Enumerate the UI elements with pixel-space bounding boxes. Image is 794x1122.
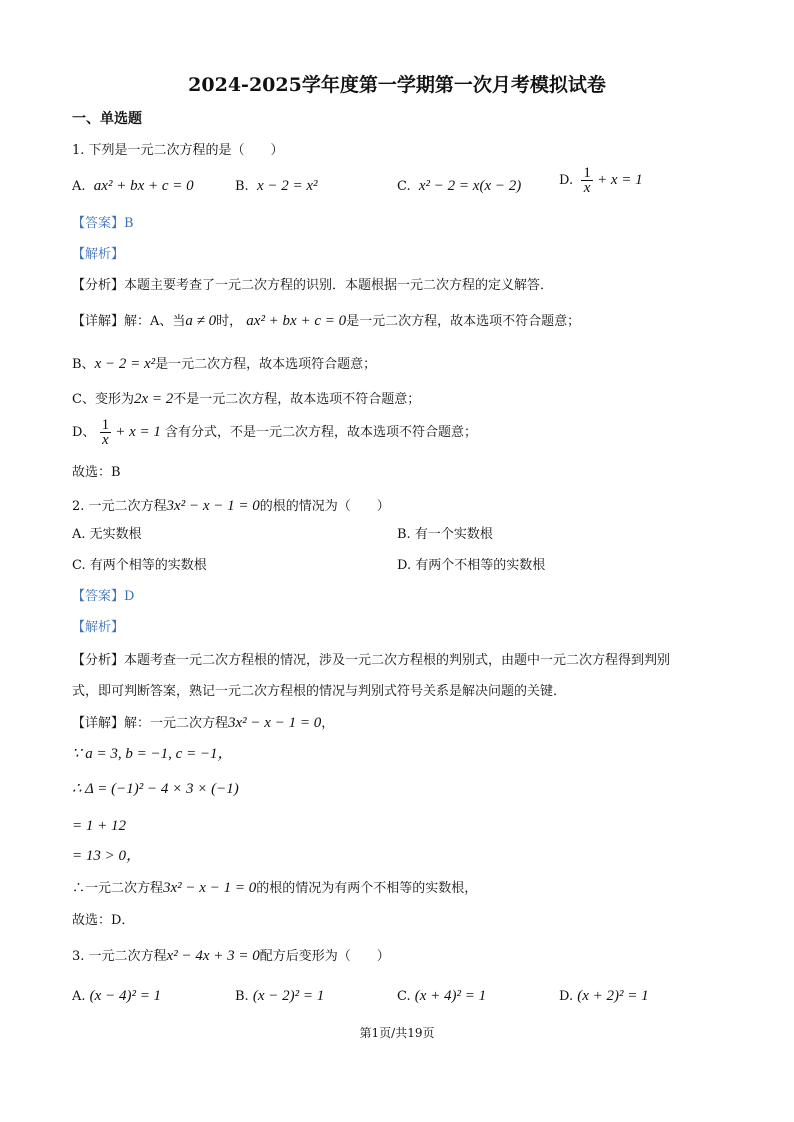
section-heading: 一、单选题: [72, 111, 142, 127]
fraction: $\frac{1}{x}$: [101, 417, 110, 448]
q3-stem: 3. 一元二次方程x² − 4x + 3 = 0配方后变形为（ ）: [72, 948, 390, 964]
q2-fenxi-line1: 【分析】本题考查一元二次方程根的情况，涉及一元二次方程根的判别式，由题中一元二次方程得到判别: [72, 653, 671, 668]
q1-stem: 1. 下列是一元二次方程的是（ ）: [72, 143, 284, 158]
q2-step2: = 13 > 0，: [72, 848, 141, 864]
q1-option-d[interactable]: [559, 166, 643, 195]
option-letter: B.: [235, 179, 249, 194]
fraction: $\frac{1}{x}$: [583, 165, 591, 196]
q1-answer: 【答案】B: [72, 216, 134, 231]
q1-option-b[interactable]: [235, 176, 318, 197]
q1-detail-a: 【详解】解：A、当a ≠ 0时， ax² + bx + c = 0是一元二次方程，故本选项不符合题意；: [72, 313, 581, 329]
q2-option-b[interactable]: B. 有一个实数根: [397, 527, 493, 542]
q3-option-a[interactable]: A. (x − 4)² = 1: [72, 988, 162, 1004]
q1-choose: 故选：B: [72, 465, 121, 480]
q1-jiexi: 【解析】: [72, 247, 125, 262]
option-letter: C.: [397, 179, 411, 194]
option-letter: D.: [559, 173, 574, 188]
q2-option-c[interactable]: C. 有两个相等的实数根: [72, 558, 207, 573]
option-letter: A.: [72, 179, 86, 194]
page-title: 2024-2025学年度第一学期第一次月考模拟试卷: [188, 74, 606, 96]
page-footer: 第1页/共19页: [359, 1026, 435, 1040]
q1-detail-d: D、 $\frac{1}{x}$ + x = 1 含有分式，不是一元二次方程，故本选项不符合题意；: [72, 417, 478, 448]
option-expr: ax² + bx + c = 0: [93, 178, 194, 194]
option-expr: + x = 1: [597, 172, 643, 188]
q2-step1: = 1 + 12: [72, 818, 126, 834]
q1-fenxi: 【分析】本题主要考查了一元二次方程的识别．本题根据一元二次方程的定义解答．: [72, 278, 554, 293]
q2-conclusion: ∴一元二次方程3x² − x − 1 = 0的根的情况为有两个不相等的实数根，: [72, 880, 478, 896]
q2-choose: 故选：D．: [72, 913, 135, 928]
q3-option-c[interactable]: C. (x + 4)² = 1: [397, 988, 487, 1004]
q2-option-a[interactable]: A. 无实数根: [72, 527, 142, 542]
q2-fenxi-line2: 式，即可判断答案，熟记一元二次方程根的情况与判别式符号关系是解决问题的关键．: [72, 684, 567, 699]
q2-option-d[interactable]: D. 有两个不相等的实数根: [397, 558, 546, 573]
q2-stem: 2. 一元二次方程3x² − x − 1 = 0的根的情况为（ ）: [72, 498, 390, 514]
q2-answer: 【答案】D: [72, 589, 135, 604]
option-expr: x² − 2 = x(x − 2): [418, 178, 522, 194]
q1-detail-c: C、变形为2x = 2不是一元二次方程，故本选项不符合题意；: [72, 391, 421, 407]
q1-option-c[interactable]: [397, 176, 521, 197]
q3-option-d[interactable]: D. (x + 2)² = 1: [559, 988, 649, 1004]
q1-detail-b: B、x − 2 = x²是一元二次方程，故本选项符合题意；: [72, 356, 377, 372]
q1-option-a[interactable]: [72, 176, 194, 197]
option-expr: x − 2 = x²: [256, 178, 318, 194]
q2-jiexi: 【解析】: [72, 620, 125, 635]
q2-detail: 【详解】解：一元二次方程3x² − x − 1 = 0，: [72, 715, 335, 731]
q3-option-b[interactable]: B. (x − 2)² = 1: [235, 988, 325, 1004]
q2-therefore: ∴ Δ = (−1)² − 4 × 3 × (−1): [72, 781, 239, 797]
q2-because: ∵ a = 3, b = −1, c = −1，: [72, 746, 233, 762]
